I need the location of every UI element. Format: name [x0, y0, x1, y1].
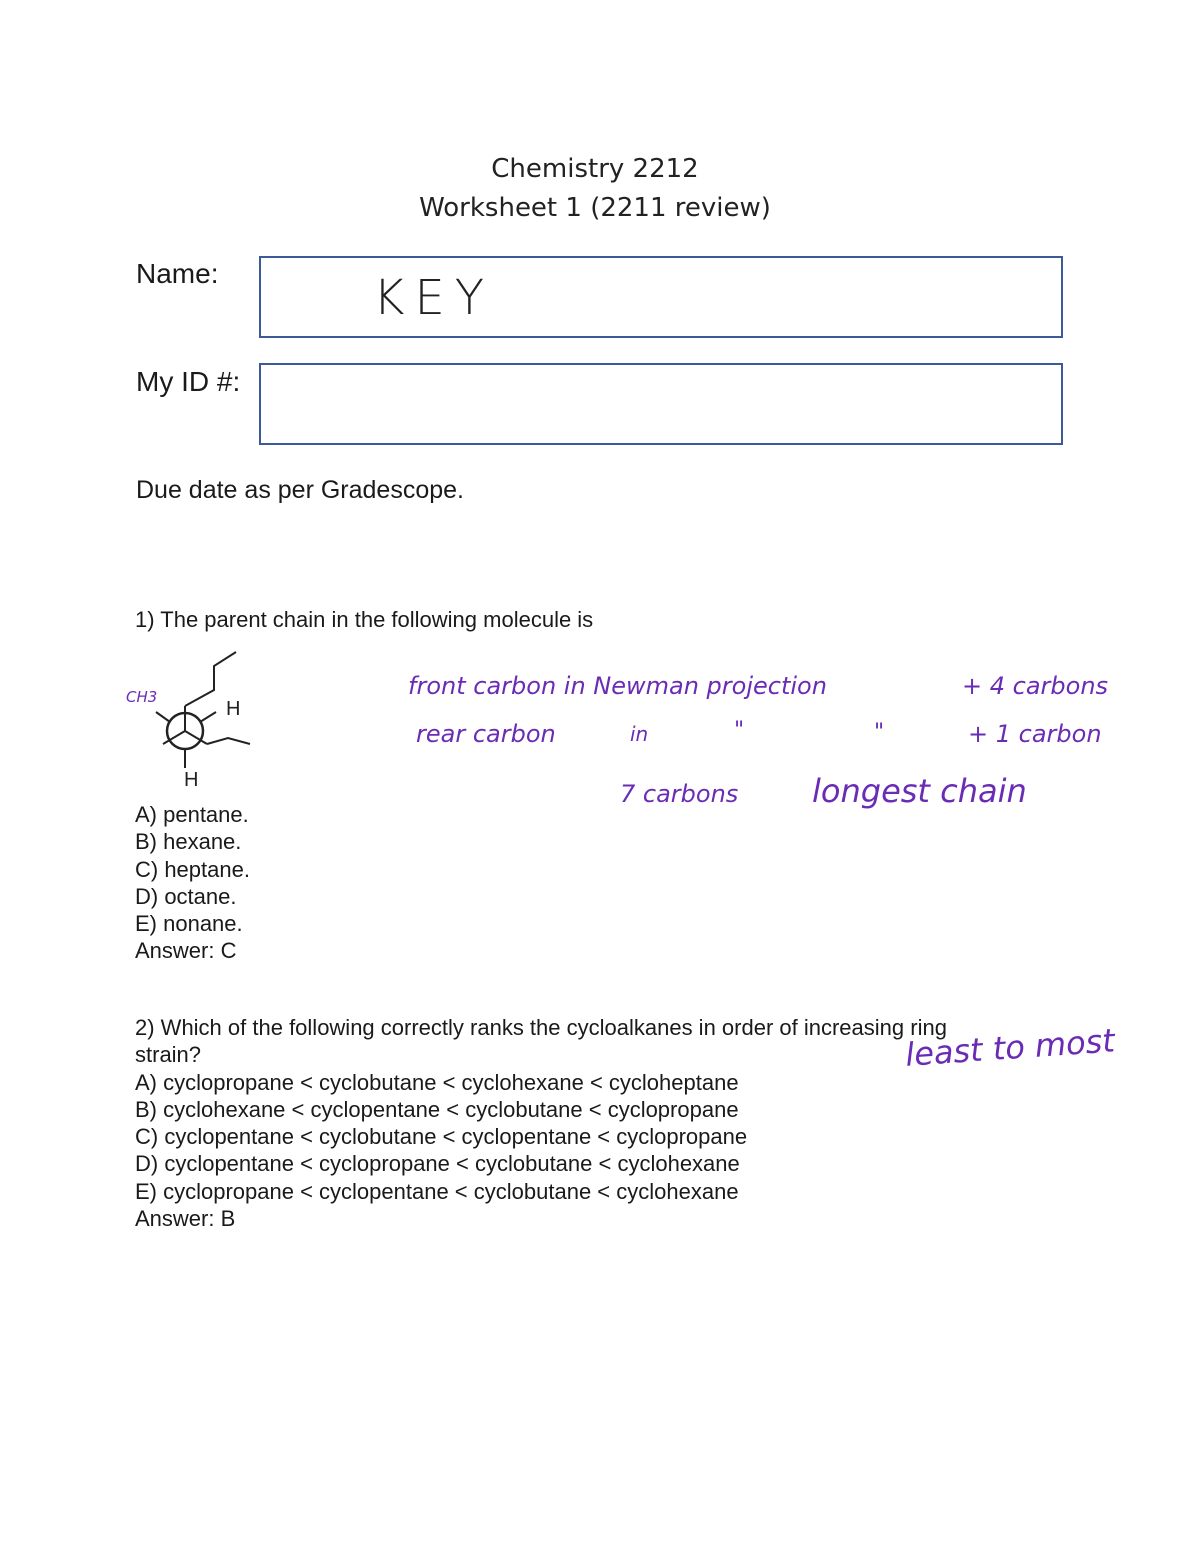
q2-option-b: B) cyclohexane < cyclopentane < cyclobutane < cyclopropane: [135, 1096, 739, 1122]
h-right-label: H: [226, 698, 241, 720]
q2-option-c: C) cyclopentane < cyclobutane < cyclopentane < cyclopropane: [135, 1124, 748, 1150]
q2-prompt-line2: strain?: [135, 1042, 202, 1068]
name-label: Name:: [136, 258, 219, 289]
h-bottom-label: H: [184, 769, 199, 788]
annotation-in: in: [630, 722, 649, 746]
q1-option-b: B) hexane.: [135, 829, 242, 855]
q2-answer: Answer: B: [135, 1206, 236, 1232]
due-date-note: Due date as per Gradescope.: [136, 476, 464, 504]
ch3-label: CH3: [126, 688, 158, 706]
q1-option-e: E) nonane.: [135, 911, 243, 937]
annotation-least-to-most: least to most: [904, 1021, 1116, 1074]
course-title: Chemistry 2212: [491, 154, 699, 184]
q2-option-e: E) cyclopropane < cyclopentane < cyclobutane < cyclohexane: [135, 1178, 739, 1204]
annotation-seven-carbons: 7 carbons: [620, 780, 739, 808]
q1-option-a: A) pentane.: [135, 802, 249, 827]
q2-prompt-line1: 2) Which of the following correctly ranks the cycloalkanes in order of increasing ring: [135, 1015, 947, 1040]
annotation-one-carbon: + 1 carbon: [968, 720, 1102, 748]
q2-option-a: A) cyclopropane < cyclobutane < cyclohexane < cycloheptane: [135, 1069, 739, 1095]
annotation-ditto-2: ": [874, 720, 885, 745]
name-field[interactable]: [259, 256, 1063, 338]
q1-option-c: C) heptane.: [135, 856, 250, 882]
name-value: KEY: [373, 270, 495, 326]
id-field[interactable]: [259, 363, 1063, 445]
q1-answer: Answer: C: [135, 938, 237, 964]
annotation-rear-carbon: rear carbon: [416, 720, 556, 748]
q2-block: [135, 1014, 947, 1232]
q2-option-d: D) cyclopentane < cyclopropane < cyclobutane < cyclohexane: [135, 1151, 740, 1177]
annotation-longest-chain: longest chain: [812, 772, 1027, 810]
newman-projection-diagram: [118, 638, 268, 788]
worksheet-title: Worksheet 1 (2211 review): [419, 193, 771, 223]
q1-option-d: D) octane.: [135, 883, 237, 909]
annotation-front-carbon: front carbon in Newman projection: [408, 672, 827, 700]
id-label: My ID #:: [136, 366, 241, 397]
q1-options: [135, 801, 250, 965]
q1-prompt: 1) The parent chain in the following molecule is: [135, 607, 594, 632]
annotation-ditto-1: ": [734, 718, 745, 743]
annotation-four-carbons: + 4 carbons: [962, 672, 1109, 700]
